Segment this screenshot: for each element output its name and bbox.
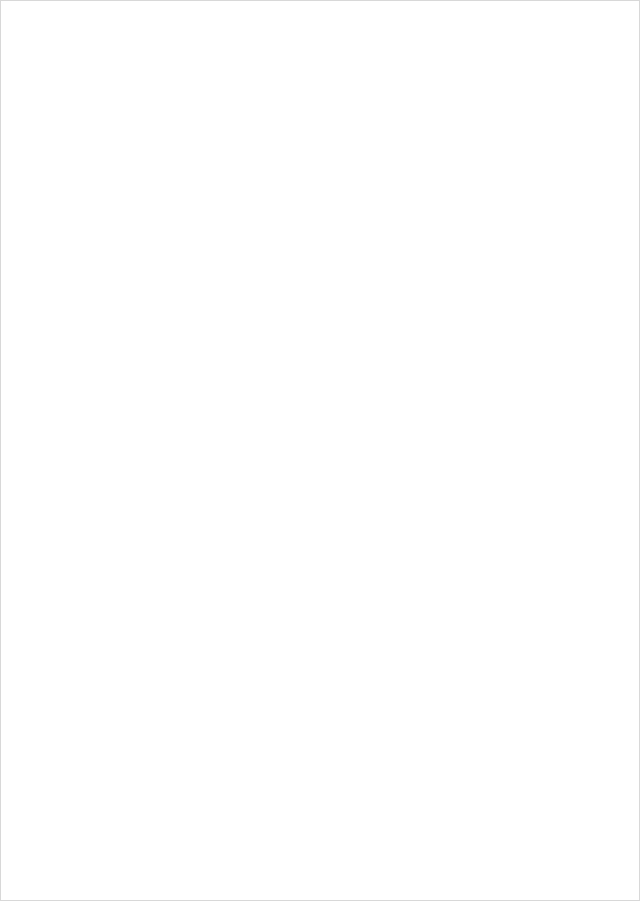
page-body bbox=[21, 53, 619, 880]
